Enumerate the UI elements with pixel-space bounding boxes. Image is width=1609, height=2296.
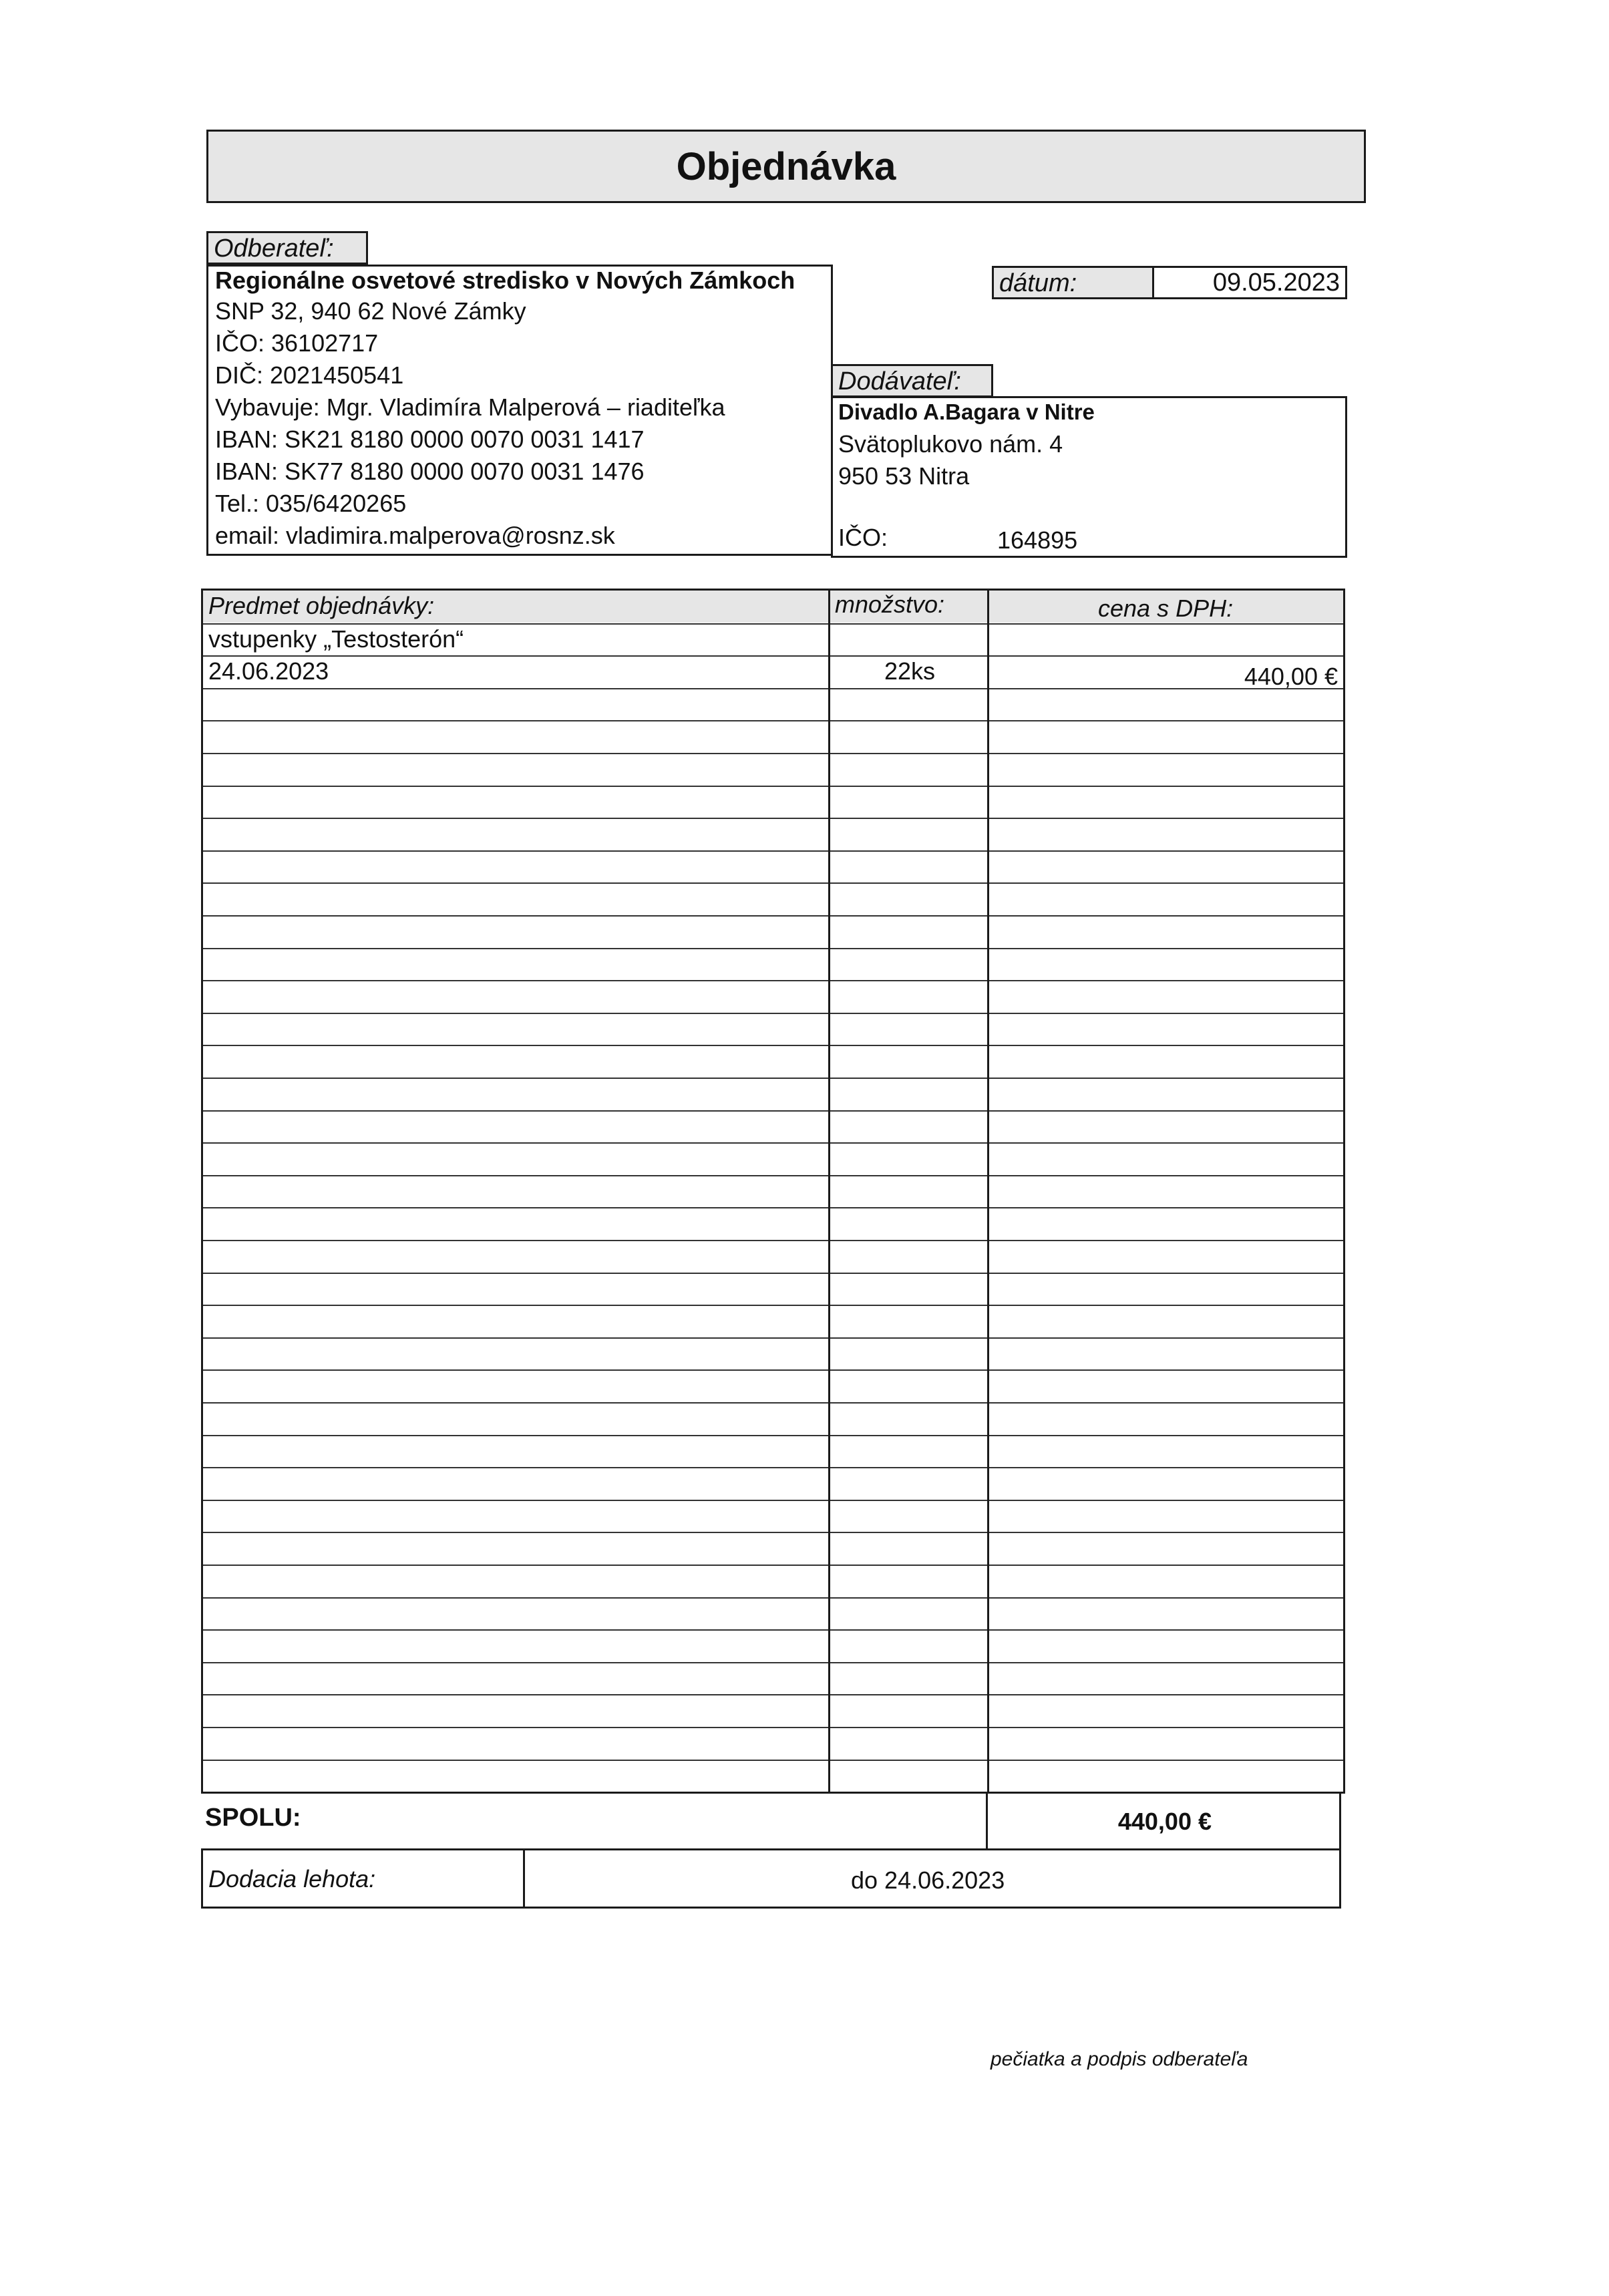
delivery-divider <box>523 1850 525 1907</box>
odberatel-name: Regionálne osvetové stredisko v Nových Zámkoch <box>215 267 795 294</box>
delivery-box <box>201 1848 1341 1909</box>
odberatel-box <box>206 265 833 556</box>
odberatel-email: email: vladimira.malperova@rosnz.sk <box>215 522 615 549</box>
table-rule <box>203 1013 1343 1014</box>
table-rule <box>203 1175 1343 1176</box>
delivery-label: Dodacia lehota: <box>208 1865 376 1893</box>
table-rule <box>203 1629 1343 1631</box>
table-rule <box>203 1207 1343 1208</box>
table-rule <box>203 850 1343 852</box>
table-rule <box>203 720 1343 721</box>
table-rule <box>203 1467 1343 1468</box>
odberatel-dic: DIČ: 2021450541 <box>215 361 404 389</box>
table-rule <box>203 1337 1343 1339</box>
signature-caption: pečiatka a podpis odberateľa <box>991 2048 1248 2070</box>
header-item: Predmet objednávky: <box>208 592 435 619</box>
row-2-item: 24.06.2023 <box>208 657 329 685</box>
dodavatel-street: Svätoplukovo nám. 4 <box>838 430 1063 458</box>
table-rule <box>203 1369 1343 1371</box>
column-divider-qty <box>828 591 830 1792</box>
table-rule <box>203 1597 1343 1599</box>
row-2-qty: 22ks <box>884 657 936 685</box>
table-rule <box>203 915 1343 917</box>
row-2-price: 440,00 € <box>1244 663 1338 690</box>
datum-value: 09.05.2023 <box>1152 266 1347 299</box>
table-rule <box>203 1240 1343 1241</box>
dodavatel-ico-value: 164895 <box>997 526 1078 554</box>
table-rule <box>203 688 1343 689</box>
dodavatel-box <box>831 396 1347 558</box>
datum-label: dátum: <box>992 266 1154 299</box>
table-rule <box>203 818 1343 819</box>
table-rule <box>203 1305 1343 1306</box>
table-rule <box>203 1565 1343 1566</box>
total-right-edge <box>1339 1792 1341 1848</box>
table-rule <box>203 948 1343 949</box>
table-rule <box>203 1532 1343 1533</box>
total-value: 440,00 € <box>1117 1808 1212 1835</box>
delivery-value: do 24.06.2023 <box>851 1866 1005 1894</box>
table-rule <box>203 1694 1343 1695</box>
odberatel-contact: Vybavuje: Mgr. Vladimíra Malperová – riaditeľka <box>215 393 725 421</box>
total-label: SPOLU: <box>205 1804 301 1832</box>
table-rule <box>203 1727 1343 1728</box>
items-table <box>201 589 1345 1794</box>
odberatel-address: SNP 32, 940 62 Nové Zámky <box>215 297 526 325</box>
odberatel-phone: Tel.: 035/6420265 <box>215 490 407 517</box>
odberatel-iban-1: IBAN: SK21 8180 0000 0070 0031 1417 <box>215 426 645 453</box>
table-rule <box>203 1435 1343 1436</box>
table-rule <box>203 1142 1343 1144</box>
dodavatel-name: Divadlo A.Bagara v Nitre <box>838 399 1095 424</box>
table-rule <box>203 1078 1343 1079</box>
odberatel-iban-2: IBAN: SK77 8180 0000 0070 0031 1476 <box>215 458 645 485</box>
dodavatel-ico-label: IČO: <box>838 524 888 551</box>
table-rule <box>203 1110 1343 1112</box>
dodavatel-city: 950 53 Nitra <box>838 462 970 490</box>
header-price: cena s DPH: <box>1098 595 1234 622</box>
table-rule <box>203 1402 1343 1404</box>
odberatel-label: Odberateľ: <box>206 231 368 265</box>
header-qty: množstvo: <box>835 591 945 618</box>
table-rule <box>203 1662 1343 1663</box>
column-divider-price <box>987 591 989 1792</box>
table-rule <box>203 655 1343 657</box>
table-rule <box>203 1273 1343 1274</box>
dodavatel-label: Dodávateľ: <box>831 364 993 397</box>
document-title: Objednávka <box>206 130 1366 203</box>
table-rule <box>203 1045 1343 1046</box>
table-rule <box>203 1760 1343 1761</box>
table-rule <box>203 623 1343 625</box>
table-rule <box>203 882 1343 884</box>
table-rule <box>203 980 1343 981</box>
table-rule <box>203 753 1343 754</box>
row-1-item: vstupenky „Testosterón“ <box>208 625 464 653</box>
table-rule <box>203 786 1343 787</box>
odberatel-ico: IČO: 36102717 <box>215 329 379 357</box>
table-rule <box>203 1500 1343 1501</box>
